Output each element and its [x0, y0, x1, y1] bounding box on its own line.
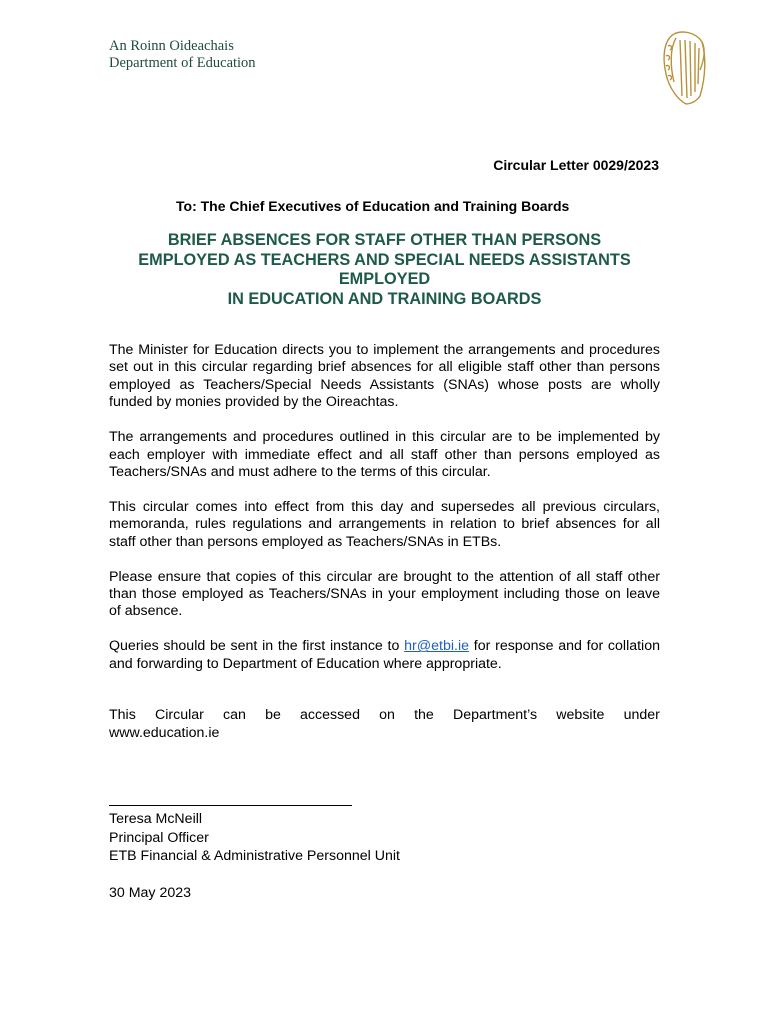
- website-url: www.education.ie: [109, 725, 220, 741]
- website-notice-line: [109, 706, 660, 724]
- addressee-line: To: The Chief Executives of Education and Training Boards: [176, 198, 570, 214]
- circular-title: [109, 231, 660, 309]
- letter-date: 30 May 2023: [109, 885, 192, 901]
- word: on: [379, 707, 395, 723]
- signature-block: [109, 810, 400, 866]
- title-line: BRIEF ABSENCES FOR STAFF OTHER THAN PERSONS: [167, 231, 602, 249]
- paragraph: The arrangements and procedures outlined in this circular are to be implemented by each employer with immediate effect and all staff other than persons employed as Teachers/SNAs and must adhere to the terms of this circular.: [109, 429, 660, 480]
- circular-number: Circular Letter 0029/2023: [493, 157, 659, 173]
- harp-crest-icon: [656, 26, 710, 108]
- title-line: IN EDUCATION AND TRAINING BOARDS: [227, 289, 542, 308]
- signature-line: [109, 805, 352, 806]
- website-notice: [109, 706, 660, 742]
- signatory-role: Principal Officer: [109, 829, 209, 846]
- email-link[interactable]: hr@etbi.ie: [404, 638, 470, 655]
- word: Circular: [154, 707, 204, 723]
- title-line: EMPLOYED: [338, 270, 431, 288]
- word: the: [414, 707, 434, 723]
- queries-text: Queries should be sent in the first instance to: [109, 638, 405, 655]
- title-line: EMPLOYED AS TEACHERS AND SPECIAL NEEDS ASSISTANTS: [138, 250, 631, 269]
- word: can: [223, 707, 246, 723]
- department-name-english: Department of Education: [109, 55, 256, 71]
- word: This: [109, 707, 136, 723]
- signatory-unit: ETB Financial & Administrative Personnel Unit: [109, 848, 400, 864]
- paragraph: Please ensure that copies of this circular are brought to the attention of all staff other than those employed as Teachers/SNAs in your employment including those on leave of absence.: [109, 568, 660, 620]
- word: Department’s: [453, 707, 538, 723]
- queries-paragraph: [109, 638, 660, 673]
- circular-body: [109, 342, 660, 673]
- word: be: [265, 707, 281, 723]
- department-name-irish: An Roinn Oideachais: [109, 38, 234, 54]
- paragraph: The Minister for Education directs you to implement the arrangements and procedures set out in this circular regarding brief absences for all eligible staff other than persons employed as Teachers/Special Needs Assistants (SNAs) whose posts are wholly funded by monies provided by the Oireachtas.: [109, 342, 660, 411]
- department-header: [109, 38, 256, 72]
- signatory-name: Teresa McNeill: [109, 811, 203, 827]
- word: accessed: [300, 707, 360, 723]
- queries-text: for response and for collation and forwarding to Department of Education where appropriate.: [109, 638, 660, 672]
- word: website: [556, 707, 605, 723]
- paragraph: This circular comes into effect from this day and supersedes all previous circulars, memoranda, rules regulations and arrangements in relation to brief absences for all staff other than persons employed as Teachers/SNAs in ETBs.: [109, 498, 660, 550]
- word: under: [623, 707, 660, 723]
